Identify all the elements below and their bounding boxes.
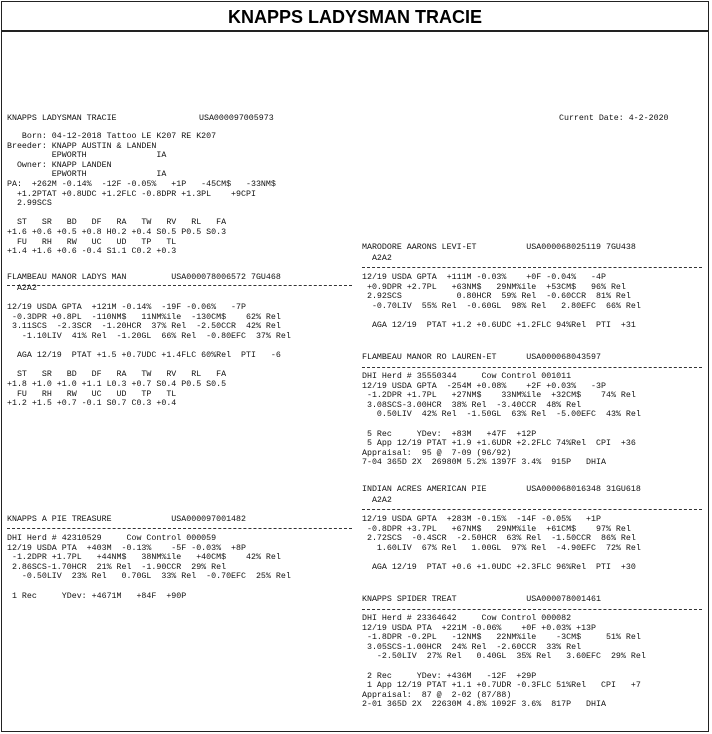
text-line: 5 App 12/19 PTAT +1.9 +1.6UDR +2.2FLC 74%Rel CPI +36: [362, 439, 636, 449]
text-line: -0.70LIV 55% Rel -0.60GL 98% Rel 2.80EFC 66% Rel: [362, 301, 641, 311]
text-line: 3.08SCS-3.00HCR 38% Rel -3.40CCR 48% Rel: [362, 400, 582, 410]
text-line: AGA 12/19 PTAT +1.5 +0.7UDC +1.4FLC 60%Rel PTI -6: [7, 351, 281, 361]
current-date: Current Date: 4-2-2020: [559, 114, 669, 123]
text-line: A2A2: [7, 284, 37, 293]
text-line: -1.8DPR -0.2PL -12NM$ 22NM%ile -3CM$ 51% Rel: [362, 633, 641, 643]
text-line: 1.60LIV 67% Rel 1.00GL 97% Rel -4.90EFC 72% Rel: [362, 543, 641, 553]
text-line: ST SR BD DF RA TW RV RL FA: [7, 218, 227, 228]
mgd-header: FLAMBEAU MANOR RO LAUREN-ET USA000068043597: [362, 353, 601, 362]
text-line: +1.6 +0.6 +0.5 +0.8 H0.2 +0.4 S0.5 P0.5 S0.3: [7, 227, 227, 237]
animal-registration: USA000097005973: [199, 114, 274, 123]
text-line: 12/19 USDA GPTA +283M -0.15% -14F -0.05% +1P: [362, 515, 601, 525]
animal-name: KNAPPS LADYSMAN TRACIE: [7, 114, 117, 123]
text-line: -2.50LIV 27% Rel 0.40GL 35% Rel 3.60EFC 29% Rel: [362, 652, 646, 662]
text-line: AGA 12/19 PTAT +0.6 +1.0UDC +2.3FLC 96%Rel PTI +30: [362, 563, 636, 573]
text-line: +1.4 +1.6 +0.6 -0.4 S1.1 C0.2 +0.3: [7, 247, 177, 257]
text-line: 12/19 USDA GPTA -254M +0.08% +2F +0.03% -3P: [362, 381, 606, 391]
text-line: 2.72SCS -0.4SCR -2.50HCR 63% Rel -1.50CCR 86% Rel: [362, 534, 636, 544]
text-line: 2-01 365D 2X 22630M 4.8% 1092F 3.6% 817P DHIA: [362, 700, 606, 710]
text-line: Appraisal: 87 @ 2-02 (87/88): [362, 690, 512, 700]
text-line: 12/19 USDA GPTA +111M -0.03% +0F -0.04% -4P: [362, 273, 606, 283]
text-line: 2 Rec YDev: +436M -12F +29P: [362, 671, 537, 681]
text-line: 3.05SCS-1.00HCR 24% Rel -2.60CCR 33% Rel: [362, 642, 582, 652]
mgd2-divider: [362, 609, 702, 610]
text-line: FU RH RW UC UD TP TL: [7, 389, 177, 399]
text-line: 1 App 12/19 PTAT +1.1 +0.7UDR -0.3FLC 51%Rel CPI +7: [362, 681, 641, 691]
text-line: DHI Herd # 35550344 Cow Control 001011: [362, 372, 572, 381]
text-line: DHI Herd # 42310529 Cow Control 000059: [7, 534, 217, 543]
text-line: +1.2PTAT +0.8UDC +1.2FLC -0.8DPR +1.3PL +9CPI: [7, 189, 256, 199]
text-line: [362, 264, 641, 274]
text-line: +0.9DPR +2.7PL +63NM$ 29NM%ile +53CM$ 96% Rel: [362, 282, 626, 292]
mgd2-header: KNAPPS SPIDER TREAT USA000078001461: [362, 595, 601, 604]
text-line: -0.8DPR +3.7PL +67NM$ 29NM%ile +61CM$ 97% Rel: [362, 524, 631, 534]
text-line: PA: +262M -0.14% -12F -0.05% +1P -45CM$ -33NM$: [7, 179, 276, 189]
page-title: KNAPPS LADYSMAN TRACIE: [2, 2, 708, 32]
subject-details: [7, 132, 276, 257]
text-line: 12/19 USDA GPTA +121M -0.14% -19F -0.06% -7P: [7, 303, 246, 313]
text-line: 2.86SCS-1.70HCR 21% Rel -1.90CCR 29% Rel: [7, 562, 227, 572]
text-line: Owner: KNAPP LANDEN: [7, 160, 112, 170]
mgd2-details: [362, 614, 646, 710]
mgs-header: MARODORE AARONS LEVI-ET USA000068025119 7GU438: [362, 243, 636, 252]
text-line: DHI Herd # 23364642 Cow Control 000082: [362, 614, 572, 623]
text-line: EPWORTH IA: [7, 151, 167, 161]
text-line: [362, 420, 641, 430]
text-line: [7, 582, 291, 592]
text-line: +1.2 +1.5 +0.7 -0.1 S0.7 C0.3 +0.4: [7, 399, 177, 409]
text-line: [362, 554, 641, 564]
text-line: Appraisal: 95 @ 7-09 (96/92): [362, 448, 512, 458]
sire-details: [7, 284, 291, 409]
dam-details: [7, 534, 291, 601]
text-line: [7, 294, 291, 304]
text-line: -0.3DPR +0.8PL -110NM$ 11NM%ile -130CM$ 62% Rel: [7, 312, 281, 322]
text-line: 2.92SCS 0.80HCR 59% Rel -0.60CCR 81% Rel: [362, 292, 631, 302]
text-line: -1.10LIV 41% Rel -1.20GL 66% Rel -0.80EFC 37% Rel: [7, 331, 291, 341]
pedigree-report: [1, 1, 709, 732]
text-line: EPWORTH IA: [7, 170, 167, 180]
text-line: -1.2DPR +1.7PL +27NM$ 33NM%ile +32CM$ 74% Rel: [362, 391, 636, 401]
text-line: FU RH RW UC UD TP TL: [7, 237, 177, 247]
mgs2-details: [362, 496, 641, 573]
text-line: ST SR BD DF RA TW RV RL FA: [7, 370, 227, 380]
text-line: 12/19 USDA PTA +403M -0.13% -5F -0.03% +8P: [7, 543, 246, 553]
text-line: 0.50LIV 42% Rel -1.50GL 63% Rel -5.00EFC 43% Rel: [362, 410, 641, 420]
text-line: -1.2DPR +1.7PL +44NM$ 38NM%ile +40CM$ 42% Rel: [7, 553, 281, 563]
text-line: A2A2: [362, 254, 392, 263]
text-line: [362, 312, 641, 322]
text-line: [362, 662, 646, 672]
text-line: Breeder: KNAPP AUSTIN & LANDEN: [7, 141, 157, 151]
sire-header: FLAMBEAU MANOR LADYS MAN USA000078006572 7GU468: [7, 273, 281, 282]
text-line: [7, 342, 291, 352]
text-line: 3.11SCS -2.3SCR -1.20HCR 37% Rel -2.50CCR 42% Rel: [7, 322, 281, 332]
text-line: 2.99SCS: [7, 199, 52, 209]
text-line: [7, 361, 291, 371]
text-line: Born: 04-12-2018 Tattoo LE K207 RE K207: [7, 132, 217, 141]
text-line: +1.8 +1.0 +1.0 +1.1 L0.3 +0.7 S0.4 P0.5 S0.5: [7, 379, 227, 389]
dam-divider: [7, 528, 352, 529]
mgd-divider: [362, 367, 702, 368]
mgs-details: [362, 254, 641, 331]
text-line: 7-04 365D 2X 26980M 5.2% 1397F 3.4% 915P DHIA: [362, 458, 606, 468]
text-line: 12/19 USDA PTA +221M -0.06% +0F +0.03% +13P: [362, 623, 597, 633]
text-line: [7, 209, 276, 219]
text-line: A2A2: [362, 496, 392, 505]
dam-header: KNAPPS A PIE TREASURE USA000097001482: [7, 515, 246, 524]
text-line: AGA 12/19 PTAT +1.2 +0.6UDC +1.2FLC 94%Rel PTI +31: [362, 321, 636, 331]
text-line: -0.50LIV 23% Rel 0.70GL 33% Rel -0.70EFC 25% Rel: [7, 572, 291, 582]
mgs2-header: INDIAN ACRES AMERICAN PIE USA000068016348 31GU618: [362, 485, 641, 494]
mgd-details: [362, 372, 641, 468]
text-line: [362, 506, 641, 516]
text-line: 5 Rec YDev: +83M +47F +12P: [362, 429, 537, 439]
text-line: 1 Rec YDev: +4671M +84F +90P: [7, 591, 187, 601]
